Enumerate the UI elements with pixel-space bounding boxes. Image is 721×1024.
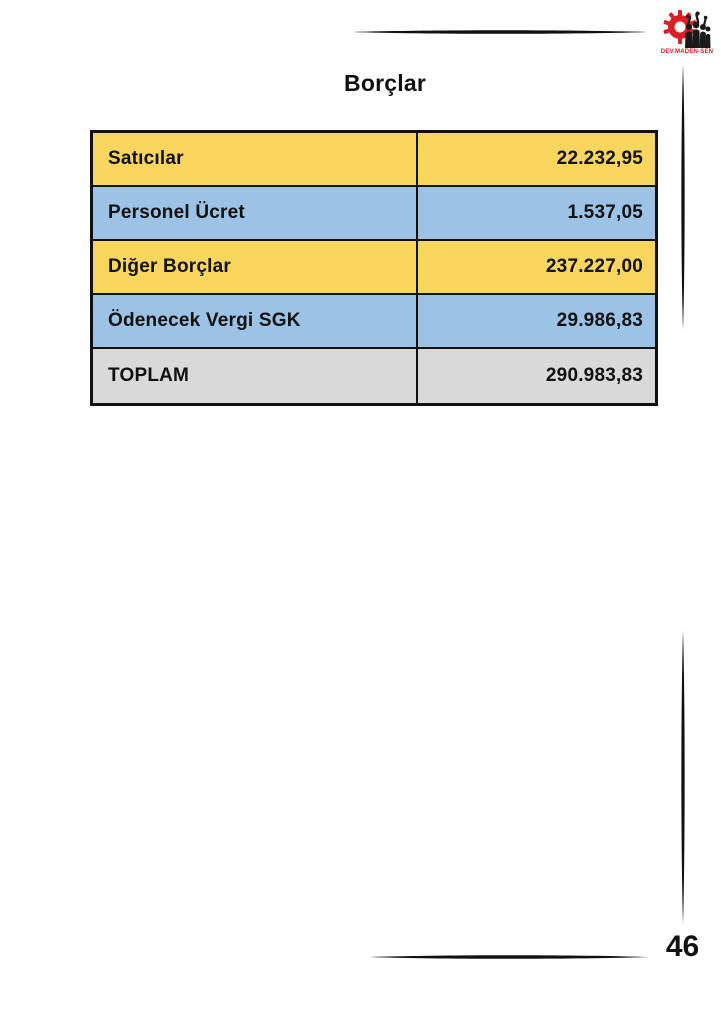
union-logo [659,6,715,55]
table-row [93,133,655,187]
table-row-total [93,349,655,403]
gear-workers-icon [661,6,713,48]
row-label: Ödenecek Vergi SGK [93,295,418,347]
logo-text: DEV.MADEN-SEN [660,49,714,55]
top-rule-line [350,29,650,35]
row-value: 29.986,83 [556,310,643,331]
table-row [93,241,655,295]
row-label: Satıcılar [93,133,418,185]
row-label: Personel Ücret [93,187,418,239]
row-label: Diğer Borçlar [93,241,418,293]
page-title: Borçlar [344,70,426,96]
right-rule-top [680,62,686,332]
row-value: 22.232,95 [556,148,643,169]
bottom-rule-line [368,954,651,960]
table-row [93,187,655,241]
row-value: 237.227,00 [545,256,643,277]
row-label: TOPLAM [93,349,418,403]
row-value: 290.983,83 [545,365,643,386]
page-number: 46 [665,930,700,963]
debts-table [90,130,658,406]
table-row [93,295,655,349]
workers-icon [685,12,711,49]
right-rule-bottom [680,628,686,927]
row-value: 1.537,05 [567,202,643,223]
